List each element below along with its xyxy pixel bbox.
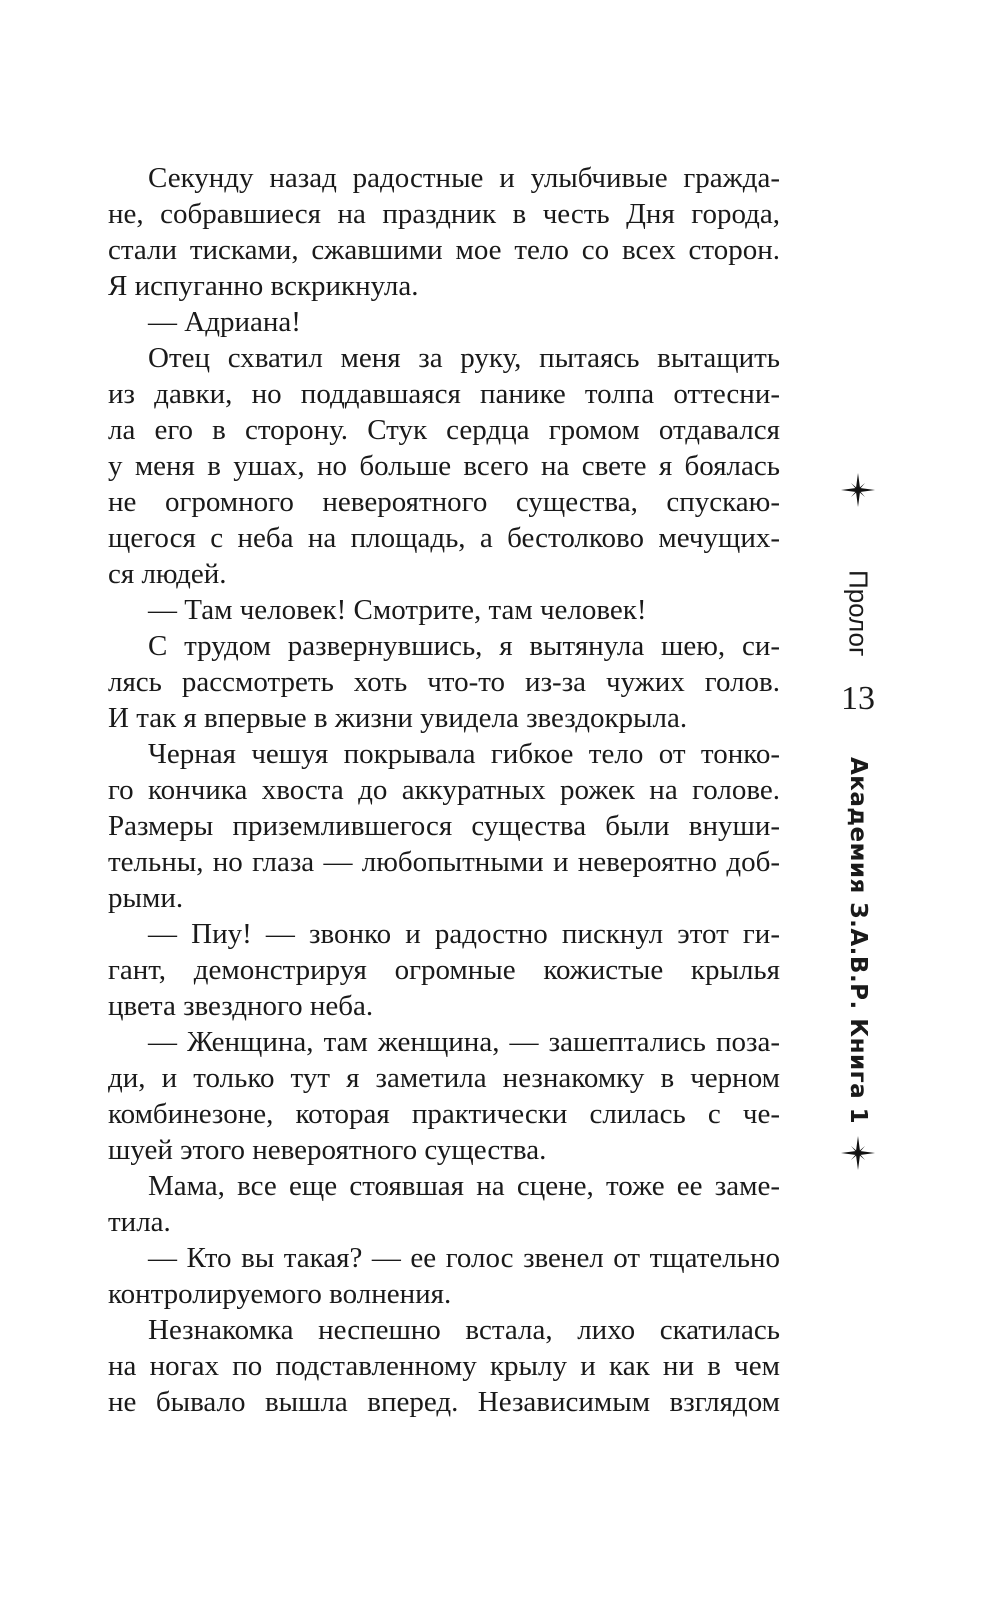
text-line: И так я впервые в жизни увидела звездокрыла. <box>108 702 688 734</box>
body-text <box>108 160 780 1420</box>
text-line: го кончика хвоста до аккуратных рожек на голове. <box>108 774 780 806</box>
text-line: стали тисками, сжавшими мое тело со всех сторон. <box>108 234 780 266</box>
text-line: щегося с неба на площадь, а бестолково мечущих- <box>108 522 780 554</box>
text-line: у меня в ушах, но больше всего на свете я боялась <box>108 450 780 482</box>
text-line: — Женщина, там женщина, — зашептались поза- <box>148 1026 780 1058</box>
text-line: шуей этого невероятного существа. <box>108 1134 547 1166</box>
text-line: — Пиу! — звонко и радостно пискнул этот ги- <box>148 918 780 950</box>
text-line: Секунду назад радостные и улыбчивые гражда- <box>148 162 780 194</box>
page-number: 13 <box>841 680 875 717</box>
section-label: Пролог <box>843 570 874 657</box>
text-line: Размеры приземлившегося существа были внуши- <box>108 810 780 842</box>
text-line: Мама, все еще стоявшая на сцене, тоже ее заме- <box>148 1170 780 1202</box>
text-line: гант, демонстрируя огромные кожистые крылья <box>108 954 780 986</box>
text-line: ла его в сторону. Стук сердца громом отдавался <box>108 414 780 446</box>
text-line: Я испуганно вскрикнула. <box>108 270 419 302</box>
text-line: рыми. <box>108 882 184 914</box>
text-line: ся людей. <box>108 558 227 590</box>
text-line: цвета звездного неба. <box>108 990 374 1022</box>
text-line: не бывало вышла вперед. Независимым взглядом <box>108 1386 780 1418</box>
text-line: из давки, но поддавшаяся панике толпа оттесни- <box>108 378 780 410</box>
text-line: не огромного невероятного существа, спускаю- <box>108 486 780 518</box>
running-header-sidebar <box>826 470 890 1190</box>
text-line: Отец схватил меня за руку, пытаясь вытащить <box>148 342 780 374</box>
text-line: не, собравшиеся на праздник в честь Дня города, <box>108 198 780 230</box>
text-line: ди, и только тут я заметила незнакомку в черном <box>108 1062 780 1094</box>
book-title: Академия З.А.В.Р. Книга 1 <box>845 757 871 1125</box>
text-line: — Адриана! <box>148 306 301 338</box>
text-line: контролируемого волнения. <box>108 1278 452 1310</box>
text-line: лясь рассмотреть хоть что-то из-за чужих голов. <box>108 666 780 698</box>
text-line: на ногах по подставленному крылу и как ни в чем <box>108 1350 780 1382</box>
text-line: Незнакомка неспешно встала, лихо скатилась <box>148 1314 780 1346</box>
text-line: — Там человек! Смотрите, там человек! <box>148 594 647 626</box>
text-line: — Кто вы такая? — ее голос звенел от тщательно <box>148 1242 780 1274</box>
text-line: тила. <box>108 1206 171 1238</box>
text-line: С трудом развернувшись, я вытянула шею, си- <box>148 630 780 662</box>
text-line: тельны, но глаза — любопытными и невероятно доб- <box>108 846 780 878</box>
text-line: Черная чешуя покрывала гибкое тело от тонко- <box>148 738 780 770</box>
text-line: комбинезоне, которая практически слилась с че- <box>108 1098 780 1130</box>
